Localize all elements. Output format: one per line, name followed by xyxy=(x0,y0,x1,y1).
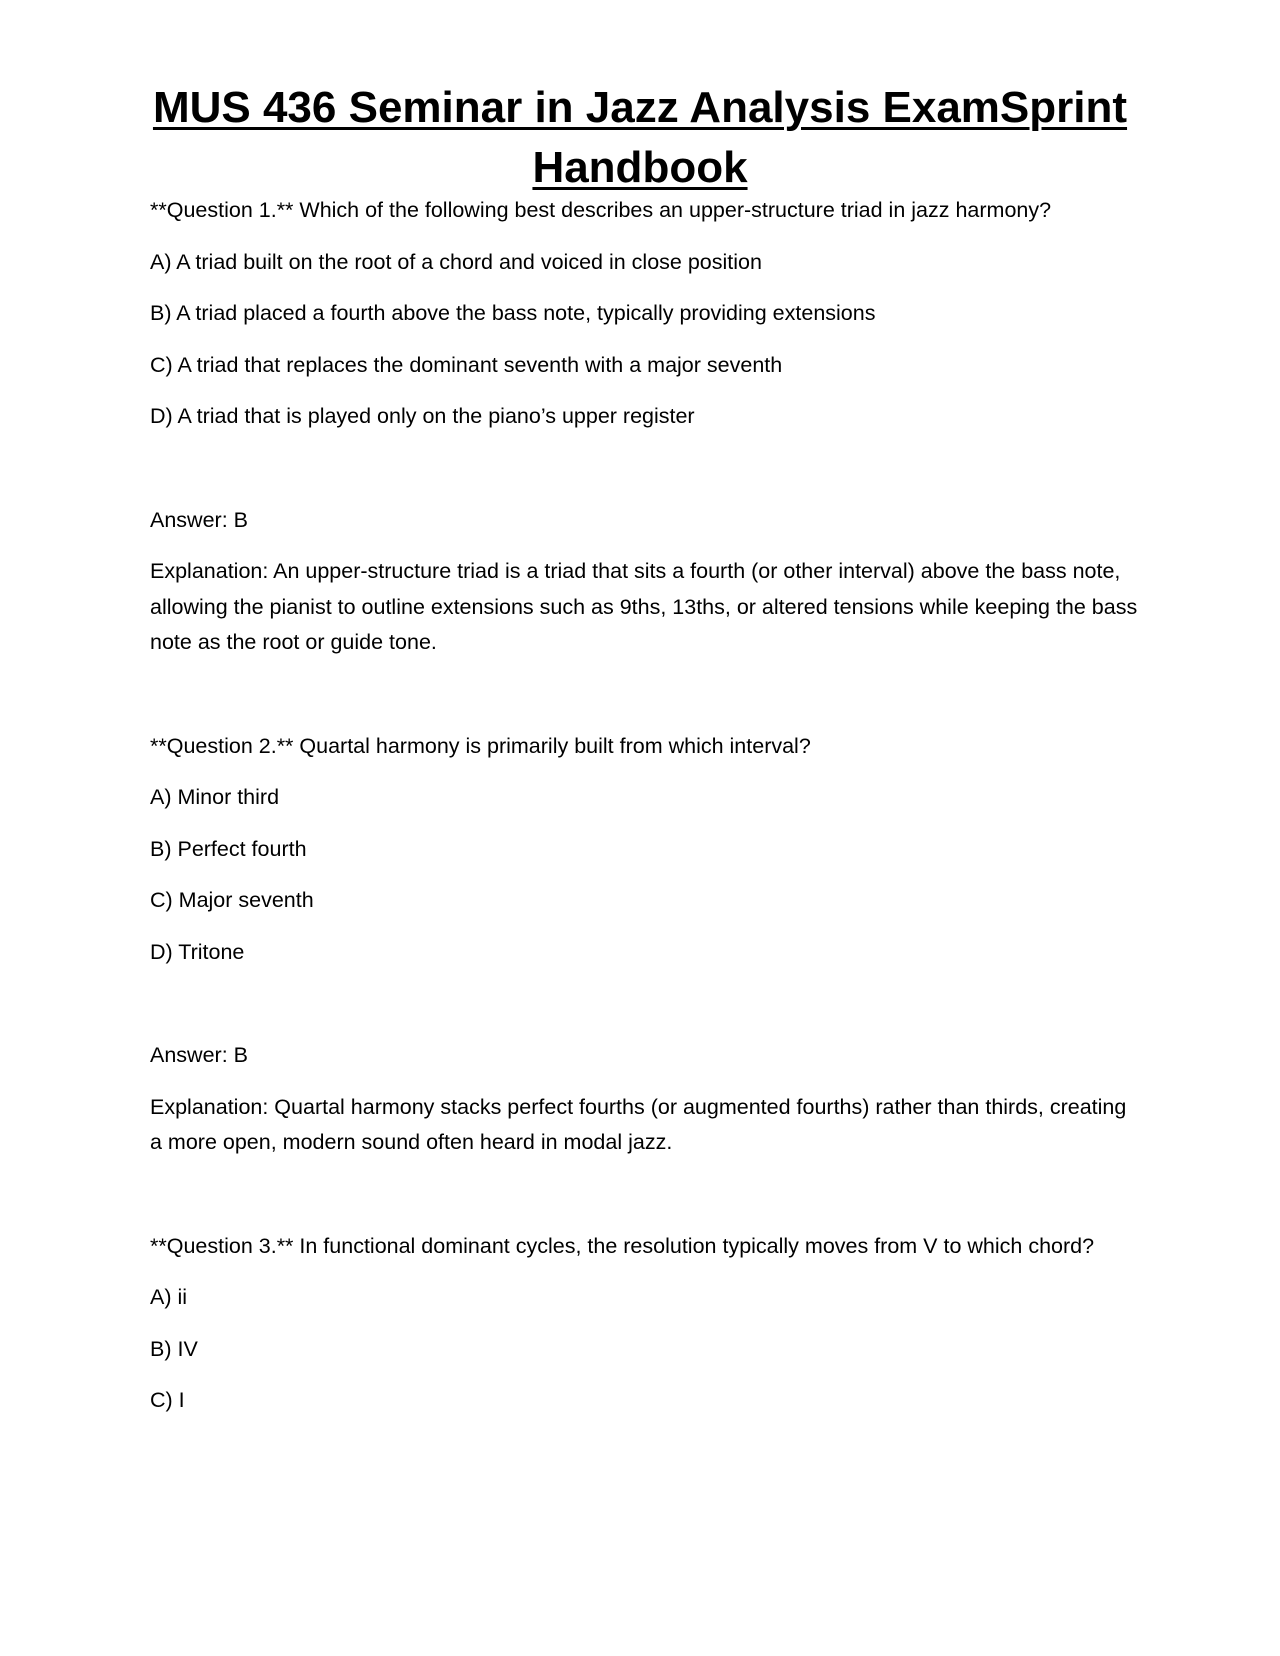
answer-key: Answer: B xyxy=(150,1043,248,1067)
question-text: **Question 1.** Which of the following best describes an upper-structure triad in jazz harmony? xyxy=(150,198,1052,222)
answer-key: Answer: B xyxy=(150,507,248,532)
answer-option: C) I xyxy=(150,1388,185,1412)
answer-option: B) Perfect fourth xyxy=(150,836,307,861)
question-block xyxy=(150,729,1140,1161)
answer-option: A) Minor third xyxy=(150,785,280,809)
question-text: **Question 2.** Quartal harmony is primarily built from which interval? xyxy=(150,733,811,758)
question-block xyxy=(150,1229,1140,1419)
answer-option: B) A triad placed a fourth above the bass note, typically providing extensions xyxy=(150,301,876,325)
explanation: Explanation: Quartal harmony stacks perfect fourths (or augmented fourths) rather than thirds, creating a more open, modern sound often heard in modal jazz. xyxy=(150,1094,1127,1154)
question-block xyxy=(150,193,1140,661)
answer-option: A) ii xyxy=(150,1285,188,1309)
answer-option: D) Tritone xyxy=(150,939,245,964)
answer-option: C) Major seventh xyxy=(150,888,314,912)
document-title: MUS 436 Seminar in Jazz Analysis ExamSprint Handbook xyxy=(152,83,1128,192)
answer-option: A) A triad built on the root of a chord and voiced in close position xyxy=(150,249,762,274)
question-text: **Question 3.** In functional dominant cycles, the resolution typically moves from V to which chord? xyxy=(150,1233,1095,1258)
answer-option: C) A triad that replaces the dominant seventh with a major seventh xyxy=(150,352,783,377)
explanation: Explanation: An upper-structure triad is a triad that sits a fourth (or other interval) above the bass note, allowing the pianist to outline extensions such as 9ths, 13ths, or altered tensions while keeping the bass note as the root or guide tone. xyxy=(150,559,1138,654)
answer-option: B) IV xyxy=(150,1336,198,1361)
document-body xyxy=(150,193,1140,1435)
answer-option: D) A triad that is played only on the piano’s upper register xyxy=(150,404,695,428)
